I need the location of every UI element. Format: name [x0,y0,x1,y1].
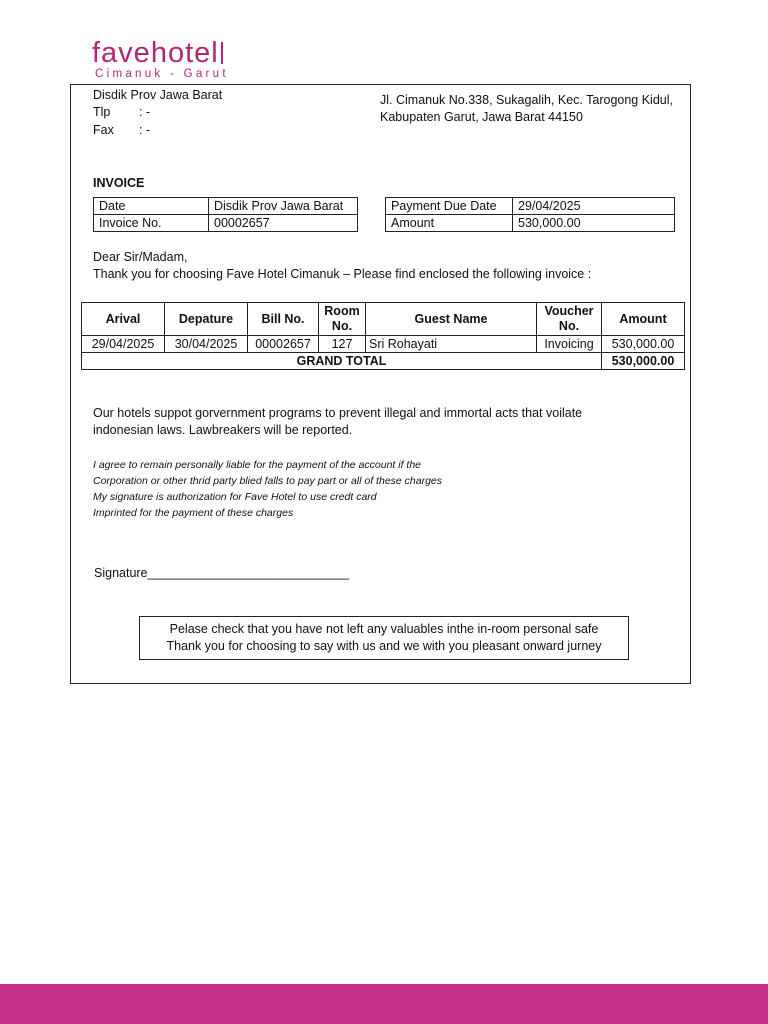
signature-line: Signature_____________________________ [94,566,350,580]
agreement-line: My signature is authorization for Fave Hotel to use credt card [93,491,377,503]
info-value: Disdik Prov Jawa Barat [209,198,358,215]
tlp-label: Tlp [93,105,111,119]
cell-departure: 30/04/2025 [165,336,248,353]
notice-line-1: Pelase check that you have not left any valuables inthe in-room personal safe [169,622,599,636]
cell-amount: 530,000.00 [602,336,685,353]
recipient-name: Disdik Prov Jawa Barat [93,88,223,102]
info-label: Date [94,198,209,215]
notice-line-2: Thank you for choosing to say with us and we with you pleasant onward jurney [166,639,602,653]
info-label: Invoice No. [94,215,209,232]
table-header-row [82,303,685,336]
notice-box [139,616,629,660]
col-guest: Guest Name [366,303,537,336]
address-line-1: Jl. Cimanuk No.338, Sukagalih, Kec. Tarogong Kidul, [380,93,673,107]
info-row [386,215,675,232]
info-value: 00002657 [209,215,358,232]
info-value: 530,000.00 [513,215,675,232]
cell-arrival: 29/04/2025 [82,336,165,353]
payment-info-table [385,197,675,232]
col-voucher: Voucher No. [537,303,602,336]
info-row [94,198,358,215]
info-value: 29/04/2025 [513,198,675,215]
cell-room: 127 [319,336,366,353]
info-label: Amount [386,215,513,232]
logo-location: Cimanuk - Garut [95,68,229,80]
info-row [386,198,675,215]
cell-guest: Sri Rohayati [366,336,537,353]
charges-table [81,302,685,370]
agreement-line: Imprinted for the payment of these charges [93,507,294,519]
logo-bar [221,42,223,64]
logo-brand-name: favehotel [92,37,219,69]
grand-total-value: 530,000.00 [602,353,685,370]
col-bill: Bill No. [248,303,319,336]
grand-total-row [82,353,685,370]
agreement-line: Corporation or other thrid party blied falls to pay part or all of these charges [93,475,443,487]
invoice-frame [70,84,691,684]
col-amount: Amount [602,303,685,336]
footer-band [0,984,768,1024]
greeting: Dear Sir/Madam, [93,250,188,264]
info-row [94,215,358,232]
invoice-info-table [93,197,358,232]
fax-label: Fax [93,123,114,137]
cell-bill: 00002657 [248,336,319,353]
tlp-value: : - [139,105,151,119]
info-label: Payment Due Date [386,198,513,215]
hotel-logo [92,38,229,80]
col-arrival: Arival [82,303,165,336]
col-room: Room No. [319,303,366,336]
agreement-line: I agree to remain personally liable for the payment of the account if the [93,459,422,471]
fax-value: : - [139,123,151,137]
grand-total-label: GRAND TOTAL [82,353,602,370]
intro-text: Thank you for choosing Fave Hotel Cimanuk – Please find enclosed the following invoice : [93,267,592,281]
invoice-title: INVOICE [93,176,145,190]
col-departure: Depature [165,303,248,336]
address-line-2: Kabupaten Garut, Jawa Barat 44150 [380,110,583,124]
policy-line-2: indonesian laws. Lawbreakers will be reported. [93,423,353,437]
table-row [82,336,685,353]
policy-line-1: Our hotels suppot gorvernment programs to prevent illegal and immortal acts that voilate [93,406,583,420]
cell-voucher: Invoicing [537,336,602,353]
